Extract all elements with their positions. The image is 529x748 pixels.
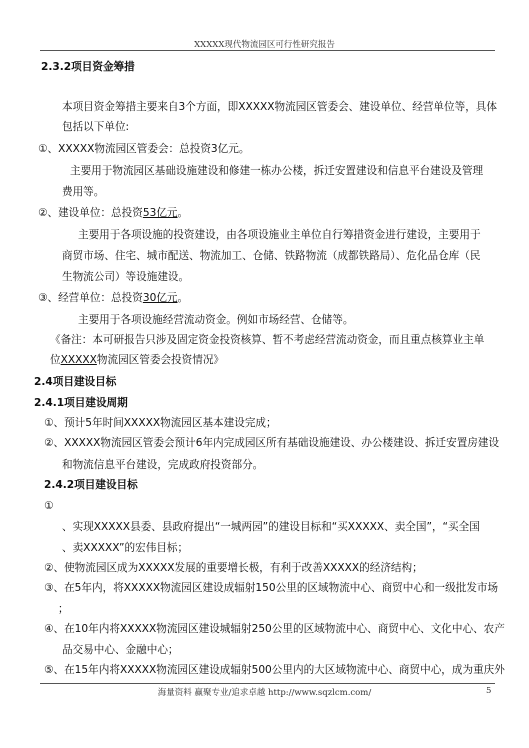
list-item: [38, 206, 188, 220]
list-item-text: 。: [177, 207, 189, 219]
paragraph-line: 生物流公司）等设施建设。: [62, 271, 190, 283]
note-line: 《备注：本可研报告只涉及固定资金投资核算、暂不考虑经营流动资金，而且重点核算业主单: [50, 334, 485, 346]
list-item: ①、预计5年时间XXXXX物流园区基本建设完成；: [44, 417, 277, 429]
paragraph-line: 主要用于各项设施经营流动资金。例如市场经营、仓储等。: [78, 314, 354, 326]
section-heading-2-3-2: 2.3.2项目资金筹措: [41, 61, 135, 73]
list-item: ②、XXXXX物流园区管委会预计6年内完成园区所有基础设施建设、办公楼建设、拆迁安置房建设: [44, 437, 500, 449]
paragraph-line: 主要用于物流园区基础设施建设和修建一栋办公楼，拆迁安置建设和信息平台建设及管理: [70, 165, 484, 177]
paragraph-line: 主要用于各项设施的投资建设，由各项设施业主单位自行筹措资金进行建设，主要用于: [78, 229, 481, 241]
note-text: 位: [50, 354, 61, 366]
paragraph-line: 品交易中心、金融中心；: [62, 644, 179, 656]
list-item-text: ②、建设单位：总投资: [38, 207, 143, 219]
investment-amount: 30亿元: [142, 292, 178, 304]
list-item: 、实现XXXXX县委、县政府提出“一城两园”的建设目标和“买XXXXX、卖全国”，“买全国: [62, 521, 480, 533]
paragraph-line: 、卖XXXXX”的宏伟目标；: [62, 542, 189, 554]
note-placeholder: XXXXX: [60, 354, 97, 366]
paragraph-line: 本项目资金筹措主要来自3个方面，即XXXXX物流园区管委会、建设单位、经营单位等，具体: [62, 101, 497, 113]
list-item: ③、在5年内，将XXXXX物流园区建设成辐射150公里的区域物流中心、商贸中心和一级批发市场: [44, 582, 499, 594]
paragraph-line: ；: [58, 603, 69, 615]
list-item-text: 。: [177, 292, 189, 304]
footer-divider: [40, 683, 495, 684]
list-item: ①、XXXXX物流园区管委会：总投资3亿元。: [38, 143, 250, 155]
list-item: ②、使物流园区成为XXXXX发展的重要增长极，有利于改善XXXXX的经济结构；: [44, 562, 423, 574]
page-header: XXXXX现代物流园区可行性研究报告: [194, 40, 335, 50]
page-footer: 海量资料 赢聚专业/追求卓越 http://www.sqzlcm.com/: [157, 688, 372, 698]
note-text: 物流园区管委会投资情况》: [96, 354, 225, 366]
subsection-heading-2-4-2: 2.4.2项目建设目标: [44, 479, 138, 491]
note-line: [50, 353, 224, 367]
header-divider: [40, 50, 495, 51]
investment-amount: 53亿元: [142, 207, 178, 219]
list-item-text: ③、经营单位：总投资: [38, 292, 143, 304]
paragraph-line: 和物流信息平台建设，完成政府投资部分。: [62, 459, 264, 471]
list-item: ⑤、在15年内将XXXXX物流园区建设成辐射500公里内的大区域物流中心、商贸中心，成为重庆外: [44, 664, 505, 676]
subsection-heading-2-4-1: 2.4.1项目建设周期: [34, 397, 128, 409]
list-item: [38, 291, 188, 305]
paragraph-line: 商贸市场、住宅、城市配送、物流加工、仓储、铁路物流（成都铁路局）、危化品仓库（民: [62, 250, 481, 262]
list-item-number: ①: [44, 500, 54, 512]
paragraph-line: 包括以下单位:: [62, 121, 130, 133]
section-heading-2-4: 2.4项目建设目标: [34, 376, 117, 388]
paragraph-line: 费用等。: [62, 186, 105, 198]
list-item: ④、在10年内将XXXXX物流园区建设城辐射250公里的区域物流中心、商贸中心、文化中心、农产: [44, 623, 505, 635]
page-number: 5: [486, 686, 492, 696]
